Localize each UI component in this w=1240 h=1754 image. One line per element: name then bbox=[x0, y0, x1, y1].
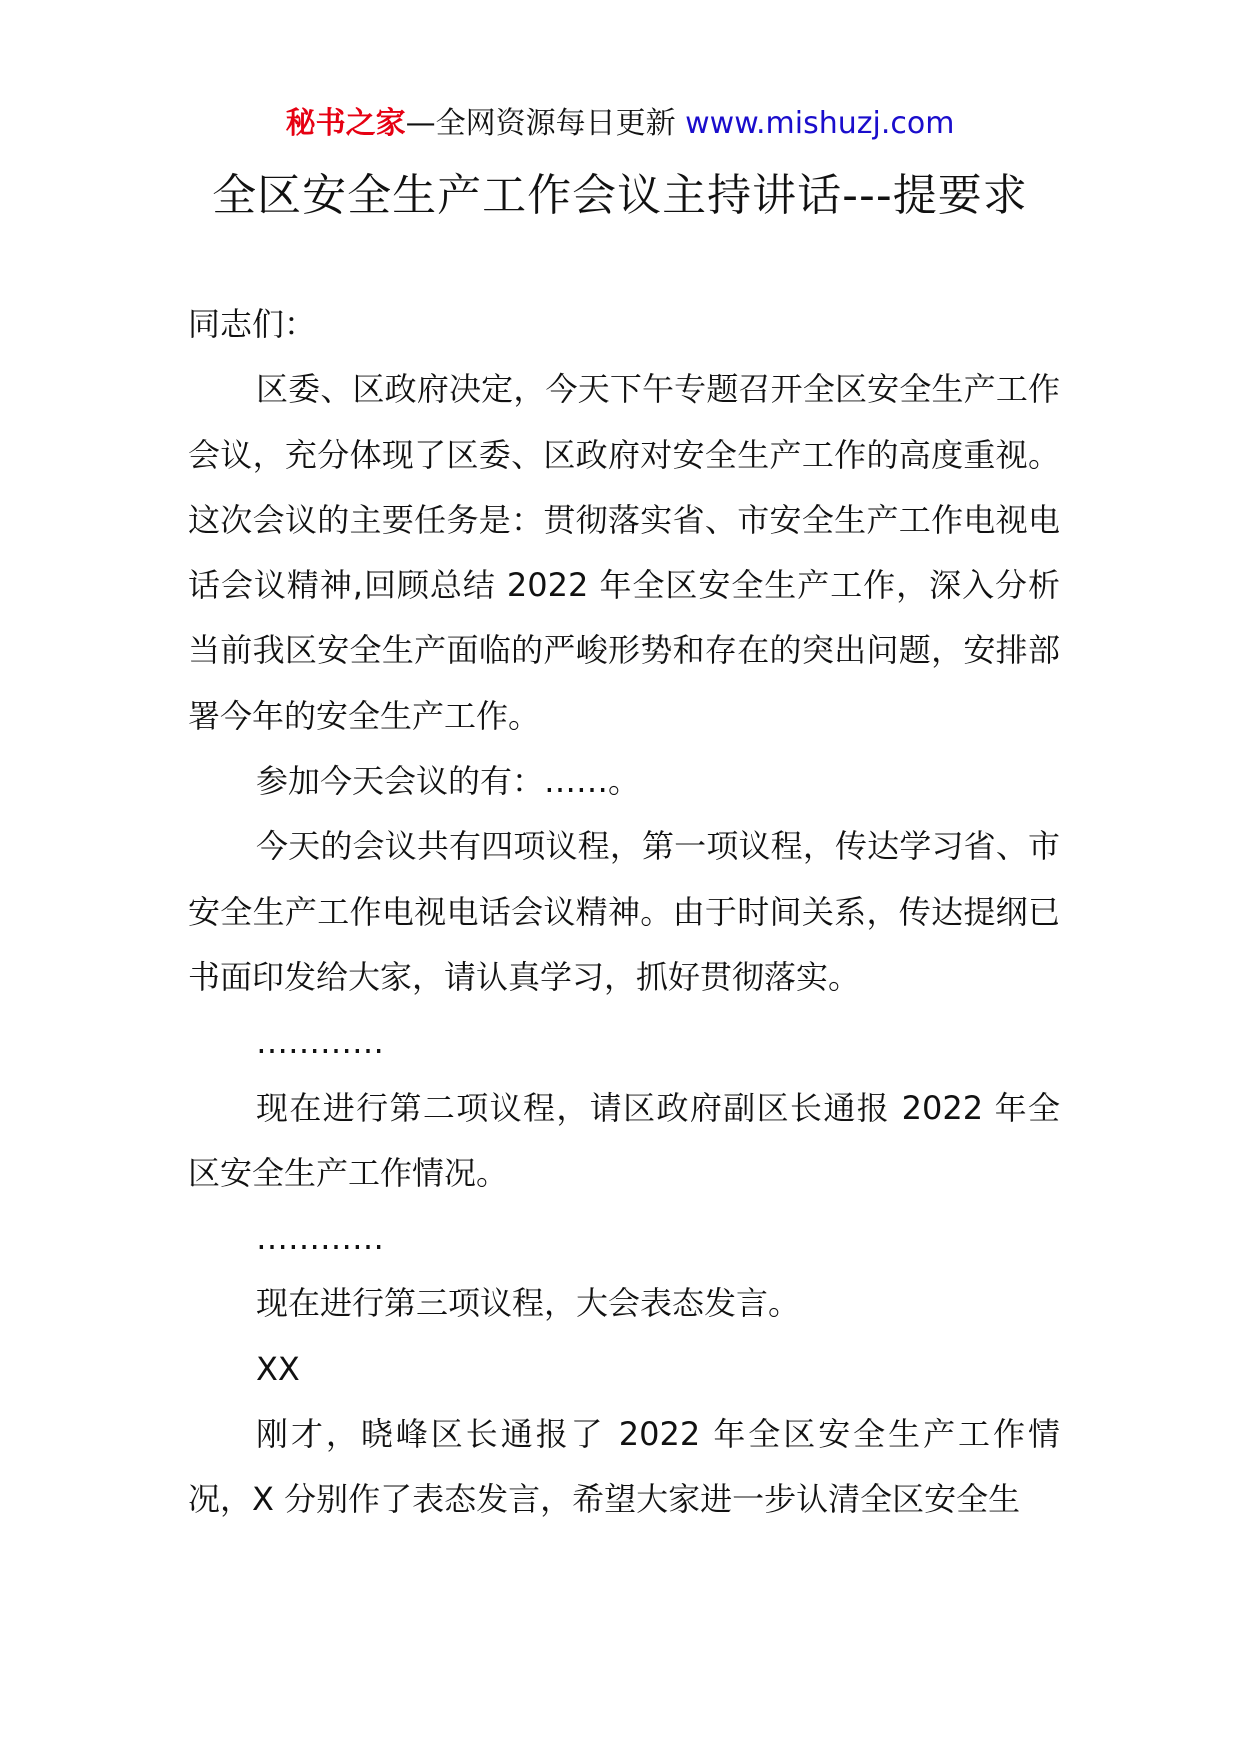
paragraph-ellipsis-one: ………… bbox=[256, 1023, 384, 1062]
paragraph-intro: 区委、区政府决定，今天下午专题召开全区安全生产工作会议，充分体现了区委、区政府对安全生产工作的高度重视。这次会议的主要任务是：贯彻落实省、市安全生产工作电视电话会议精神,回顾总结 2022 年全区安全生产工作，深入分析当前我区安全生产面临的严峻形势和存在的突出问题，安排部署今年的安全生产工作。 bbox=[188, 370, 1060, 735]
site-url-link[interactable]: www.mishuzj.com bbox=[685, 106, 955, 141]
paragraph-agenda-three: 现在进行第三项议程，大会表态发言。 bbox=[256, 1284, 801, 1323]
salutation: 同志们： bbox=[188, 305, 317, 343]
paragraph-attendees: 参加今天会议的有：……。 bbox=[256, 762, 641, 801]
paragraph-agenda-two: 现在进行第二项议程，请区政府副区长通报 2022 年全区安全生产工作情况。 bbox=[188, 1088, 1060, 1192]
site-header bbox=[0, 104, 1240, 144]
paragraph-ellipsis-two: ………… bbox=[256, 1219, 384, 1258]
site-slogan: —全网资源每日更新 bbox=[405, 106, 686, 141]
paragraph-agenda-one: 今天的会议共有四项议程，第一项议程，传达学习省、市安全生产工作电视电话会议精神。由于时间关系，传达提纲已书面印发给大家，请认真学习，抓好贯彻落实。 bbox=[188, 827, 1060, 996]
document-title: 全区安全生产工作会议主持讲话---提要求 bbox=[212, 170, 1028, 221]
document-body bbox=[188, 292, 1060, 1533]
brand-name: 秘书之家 bbox=[285, 106, 406, 141]
paragraph-summary: 刚才，晓峰区长通报了 2022 年全区安全生产工作情况，X 分别作了表态发言，希望大家进一步认清全区安全生 bbox=[188, 1415, 1060, 1519]
paragraph-speaker-placeholder: XX bbox=[256, 1349, 300, 1388]
